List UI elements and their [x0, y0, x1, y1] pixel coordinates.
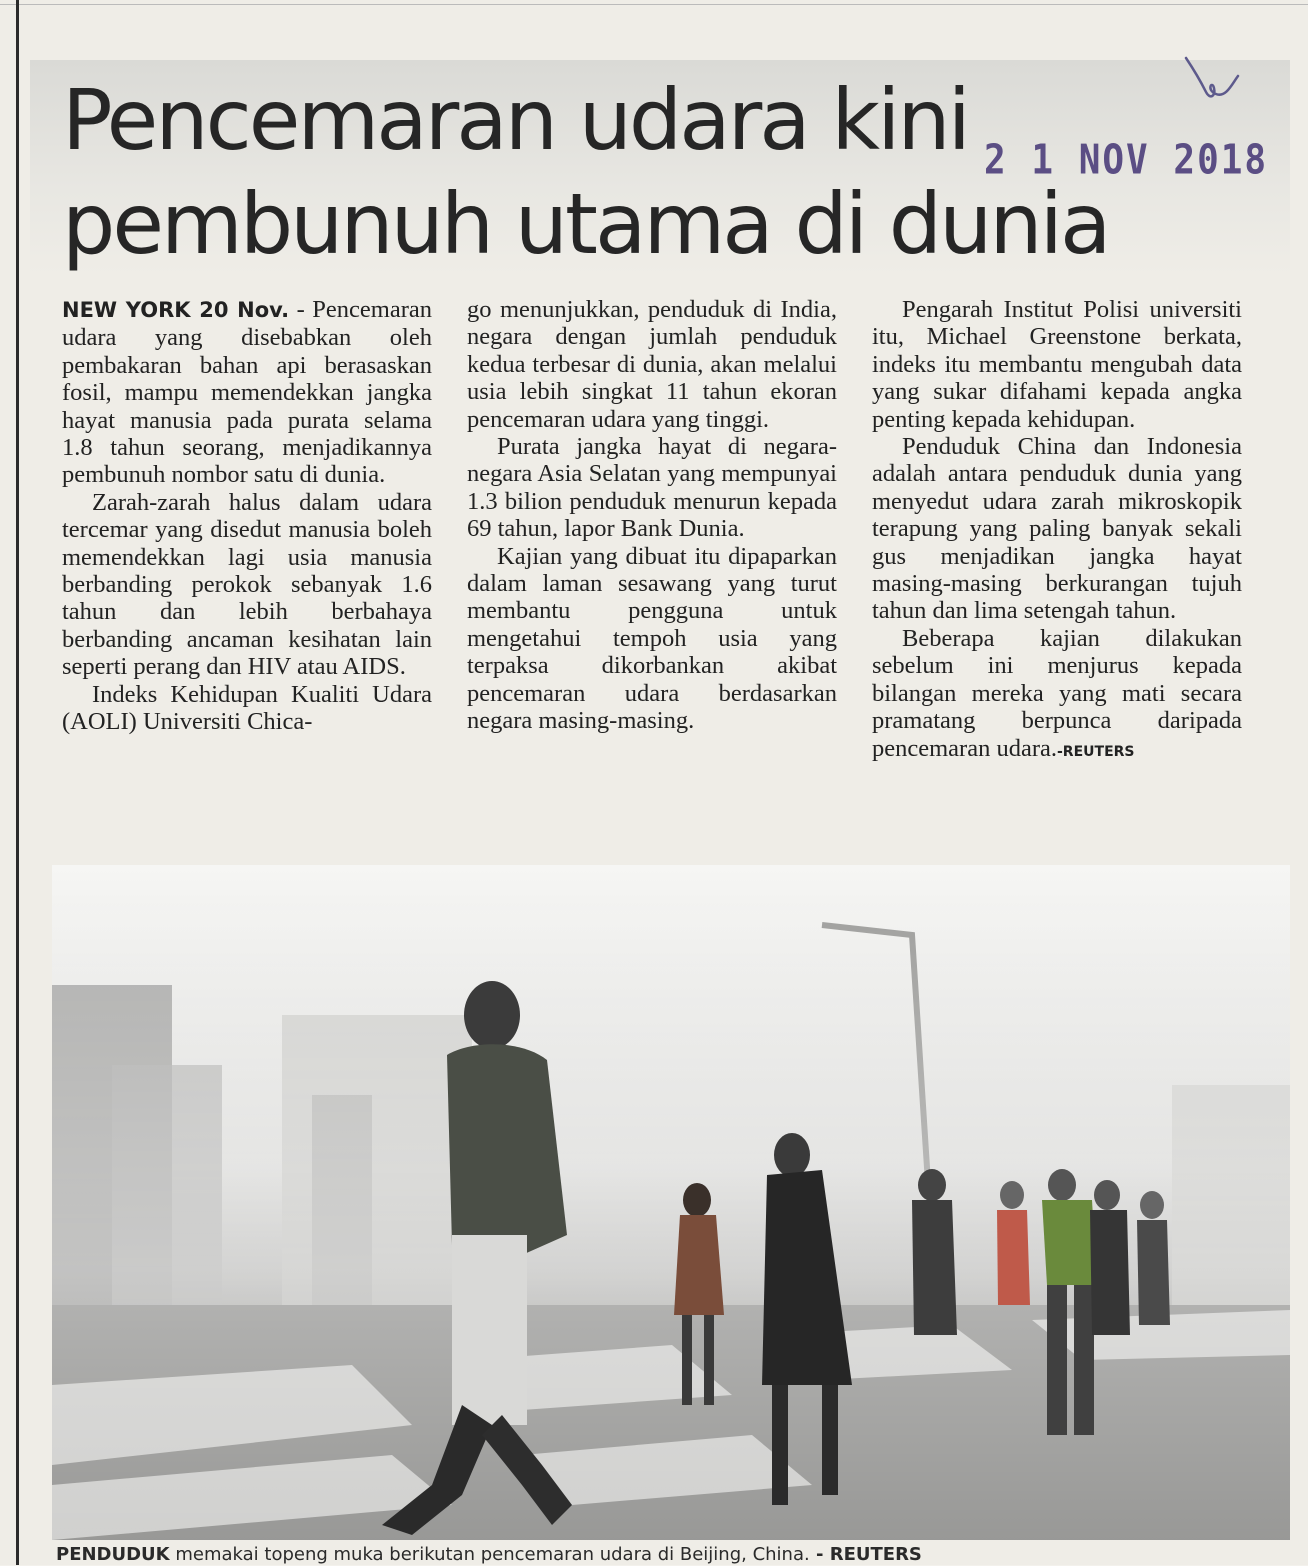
headline-line-1: Pencemaran udara kini [62, 71, 968, 169]
paragraph-text: Beberapa kajian dilakukan sebelum ini menjurus kepada bilangan mereka yang mati secara pramatang berpunca daripada pencemaran udara. [872, 624, 1242, 762]
agency-credit: -REUTERS [1057, 743, 1135, 760]
paragraph: Pengarah Institut Polisi universiti itu, Michael Greenstone berkata, indeks itu membantu mengubah data yang sukar difahami kepada angka penting kepada kehidupan. [872, 296, 1242, 433]
article-column-2 [467, 296, 837, 735]
paragraph: Penduduk China dan Indonesia adalah antara penduduk dunia yang menyedut udara zarah mikroskopik terapung yang paling banyak sekali gus menjadikan jangka hayat masing-masing berkurangan tujuh tahun dan lima setengah tahun. [872, 433, 1242, 625]
news-photo [52, 865, 1290, 1540]
paragraph: Kajian yang dibuat itu dipaparkan dalam laman sesawang yang turut membantu pengguna untuk mengetahui tempoh usia yang terpaksa dikorbankan akibat pencemaran udara berdasarkan negara masing-masing. [467, 542, 837, 735]
smog-street-photo [52, 865, 1290, 1540]
paragraph [872, 625, 1242, 766]
clipping-edge-left [16, 0, 19, 1565]
caption-credit: - REUTERS [809, 1544, 922, 1565]
headline-line-2: pembunuh utama di dunia [62, 175, 1109, 273]
date-stamp: 2 1 NOV 2018 [984, 136, 1269, 185]
paragraph: Zarah-zarah halus dalam udara tercemar yang disedut manusia boleh memendekkan lagi usia manusia berbanding perokok sebanyak 1.6 tahun dan lebih berbahaya berbanding ancaman kesihatan lain seperti perang dan HIV atau AIDS. [62, 488, 432, 681]
caption-text: memakai topeng muka berikutan pencemaran udara di Beijing, China. [169, 1544, 810, 1565]
photo-caption [56, 1544, 1286, 1566]
paragraph: go menunjukkan, penduduk di India, negara dengan jumlah penduduk kedua terbesar di dunia, akan melalui usia lebih singkat 11 tahun ekoran pencemaran udara yang tinggi. [467, 296, 837, 433]
paragraph-text: - Pencemaran udara yang disebabkan oleh pembakaran bahan api berasaskan fosil, mampu memendekkan jangka hayat manusia pada purata selama 1.8 tahun seorang, menjadikannya pembunuh nombor satu di dunia. [62, 296, 432, 489]
dateline: NEW YORK 20 Nov. [62, 298, 290, 322]
caption-lead: PENDUDUK [56, 1544, 170, 1565]
article-column-1 [62, 296, 432, 736]
paragraph: Purata jangka hayat di negara-negara Asia Selatan yang mempunyai 1.3 bilion penduduk menurun kepada 69 tahun, lapor Bank Dunia. [467, 433, 837, 543]
clipping-edge-top [0, 4, 1308, 5]
article-column-3 [872, 296, 1242, 766]
paragraph [62, 296, 432, 489]
paragraph: Indeks Kehidupan Kualiti Udara (AOLI) Universiti Chica- [62, 680, 432, 736]
pen-tick-mark [1176, 50, 1246, 110]
